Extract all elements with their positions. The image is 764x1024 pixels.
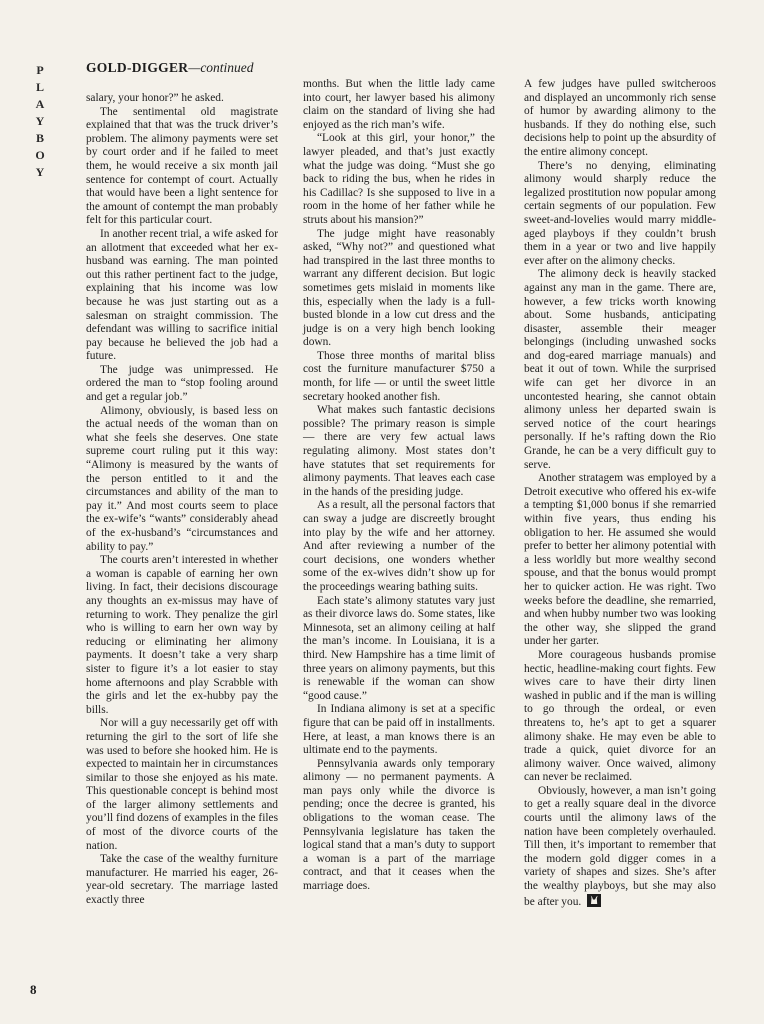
paragraph: Nor will a guy necessarily get off with returning the girl to the sort of life she was used to before she hooked him. He is expected to maintain her in circumstances similar to those she enjoyed as his mate. This questionable concept is behind most of the larger alimony settlements and you’ll find dozens of examples in the files of most of the divorce courts of the nation. <box>86 717 279 852</box>
text-column-2 <box>303 78 495 963</box>
paragraph: The judge might have reasonably asked, “Why not?” and questioned what had transpired in the last three months to warrant any different decision. But logic sometimes gets mislaid in moments like this, especially when the lady is a full-busted blonde in a low cut dress and the judge is on a very high bench looking down. <box>303 227 495 349</box>
paragraph-text: Obviously, however, a man isn’t going to get a really square deal in the divorce courts until the alimony laws of the nation have been completely overhauled. Till then, it’s important to remember that the modern gold digger comes in a variety of shapes and sizes. She’s after the wealthy playboys, but she may also be after you. <box>524 784 716 908</box>
paragraph: A few judges have pulled switcheroos and displayed an uncommonly rich sense of humor by awarding alimony to the husbands. If they do nothing else, such decisions help to point up the absurdity of the entire alimony concept. <box>524 78 716 158</box>
magazine-name-letter <box>30 62 52 181</box>
paragraph: The courts aren’t interested in whether a woman is capable of earning her own living. In fact, their decisions discourage any thoughts an ex-missus may have of returning to work. They penalize the girl who is willing to earn her own way by reducing or eliminating her alimony payments. It doesn’t take a very sharp sister to figure it’s a lot easier to stay home afternoons and play Scrabble with the girls and let the ex-hubby pay the bills. <box>86 554 278 716</box>
page-number: 8 <box>30 982 37 997</box>
paragraph: More courageous husbands promise hectic, headline-making court fights. Few wives care to have their dirty linen washed in public and if the man is willing to go through the ordeal, or even threatens to, he’s apt to get a squarer alimony shake. He may even be able to trade a quick, quiet divorce for an alimony waiver. Once waived, alimony can never be reclaimed. <box>524 648 716 784</box>
paragraph: months. But when the little lady came into court, her lawyer based his alimony claim on the standard of living she had enjoyed as the rich man’s wife. <box>303 78 495 131</box>
paragraph: Another stratagem was employed by a Detroit executive who offered his ex-wife a tempting $1,000 bonus if she remarried within five years, thus ending his obligation to her. He assumed she would prefer to better her alimony potential with a less worldly but more wealthy second spouse, and that the bonus would prompt her to quicker action. He was right. Two weeks before the deadline, she remarried, and when hubby number two was looking the other way, she slipped the grand under her garter. <box>524 472 716 648</box>
magazine-name-letter: L <box>35 80 46 94</box>
magazine-name-letter: A <box>35 97 47 111</box>
article-header <box>86 60 254 76</box>
magazine-name-letter: P <box>36 63 46 77</box>
rabbit-head-end-icon <box>587 894 601 907</box>
paragraph: “Look at this girl, your honor,” the lawyer pleaded, and that’s just exactly what the judge was doing. “Must she go back to riding the bus, when he rides in his Cadillac? Is she supposed to live in a room in the home of her father while he struts about his mansion?” <box>303 132 495 226</box>
article-title: GOLD-DIGGER <box>86 60 189 75</box>
text-column-3 <box>524 78 716 948</box>
magazine-name-letter: O <box>35 148 47 162</box>
magazine-name-letter: B <box>35 131 46 145</box>
paragraph: Those three months of marital bliss cost the furniture manufacturer $750 a month, for life — or until the sweet little secretary hooked another fish. <box>303 349 495 403</box>
magazine-name-vertical <box>30 62 52 181</box>
paragraph: salary, your honor?” he asked. <box>86 92 224 104</box>
paragraph: Take the case of the wealthy furniture manufacturer. He married his eager, 26-year-old secretary. The marriage lasted exactly three <box>86 853 278 907</box>
paragraph: The alimony deck is heavily stacked against any man in the game. There are, however, a few tricks worth knowing about. Some husbands, anticipating disaster, assemble their meager belongings (including unwashed socks and dog-eared marriage manuals) and beat it out of town. While the surprised wife can get her divorce in an uncontested hearing, she cannot obtain alimony unless her departed swain is served notice of the court hearings personally. If he’s rafting down the Rio Grande, he can be a very difficult guy to serve. <box>524 268 716 471</box>
paragraph: Pennsylvania awards only temporary alimony — no permanent payments. A man pays only while the divorce is pending; once the decree is granted, his obligations to the woman cease. The Pennsylvania legislature has taken the logical stand that a man’s duty to support a woman is a part of the marriage contract, and that it ceases when the marriage does. <box>303 757 495 893</box>
paragraph: The judge was unimpressed. He ordered the man to “stop fooling around and get a regular job.” <box>86 363 278 404</box>
paragraph: Alimony, obviously, is based less on the actual needs of the woman than on what she feels she deserves. One state supreme court ruling put it this way: “Alimony is measured by the wants of the person entitled to it and the circumstances and ability of the man to pay it.” And most courts seem to place the ex-wife’s “wants” considerably ahead of the ex-husband’s “circumstances and ability to pay.” <box>86 404 278 553</box>
paragraph: What makes such fantastic decisions possible? The primary reason is simple — there are very few actual laws regulating alimony. Most states don’t have statutes that set requirements for alimony payments. That leaves each case in the hands of the presiding judge. <box>303 404 495 498</box>
paragraph: There’s no denying, eliminating alimony would sharply reduce the legalized prostitution now popular among certain segments of our population. Few sweet-and-lovelies would marry middle-aged playboys if they couldn’t brush them in a year or two and live happily ever after on the alimony checks. <box>524 159 716 267</box>
last-paragraph <box>524 785 716 909</box>
paragraph: The sentimental old magistrate explained that that was the truck driver’s problem. The alimony payments were set by court order and if he failed to meet them, he would receive a six month jail sentence for contempt of court. Actually that would have been a light sentence for the amount of contempt the man probably felt for this particular court. <box>86 105 278 227</box>
continued-label: —continued <box>188 60 254 75</box>
paragraph: Each state’s alimony statutes vary just as their divorce laws do. Some states, like Minnesota, set an alimony ceiling at half the man’s income. In Louisiana, it is a third. New Hampshire has a time limit of three years on alimony payments, but this is renewable if the woman can show “good cause.” <box>303 594 495 702</box>
paragraph: As a result, all the personal factors that can sway a judge are discreetly brought into play by the wife and her attorney. And after reviewing a number of the court decisions, one wonders whether some of the ex-wives didn’t show up for the proceedings wearing bathing suits. <box>303 499 495 593</box>
magazine-name-letter: Y <box>35 165 47 179</box>
magazine-name-letter: Y <box>35 114 47 128</box>
paragraph: In Indiana alimony is set at a specific figure that can be paid off in installments. Here, at least, a man knows there is an ultimate end to the payments. <box>303 703 495 757</box>
paragraph: In another recent trial, a wife asked for an allotment that exceeded what her ex-husband was earning. The man pointed out this rather pertinent fact to the judge, explaining that his income was low because he was just starting out as a salesman on straight commission. The defendant was willing to sacrifice initial pay because he believed the job had a future. <box>86 227 278 363</box>
text-column-1 <box>86 92 278 964</box>
